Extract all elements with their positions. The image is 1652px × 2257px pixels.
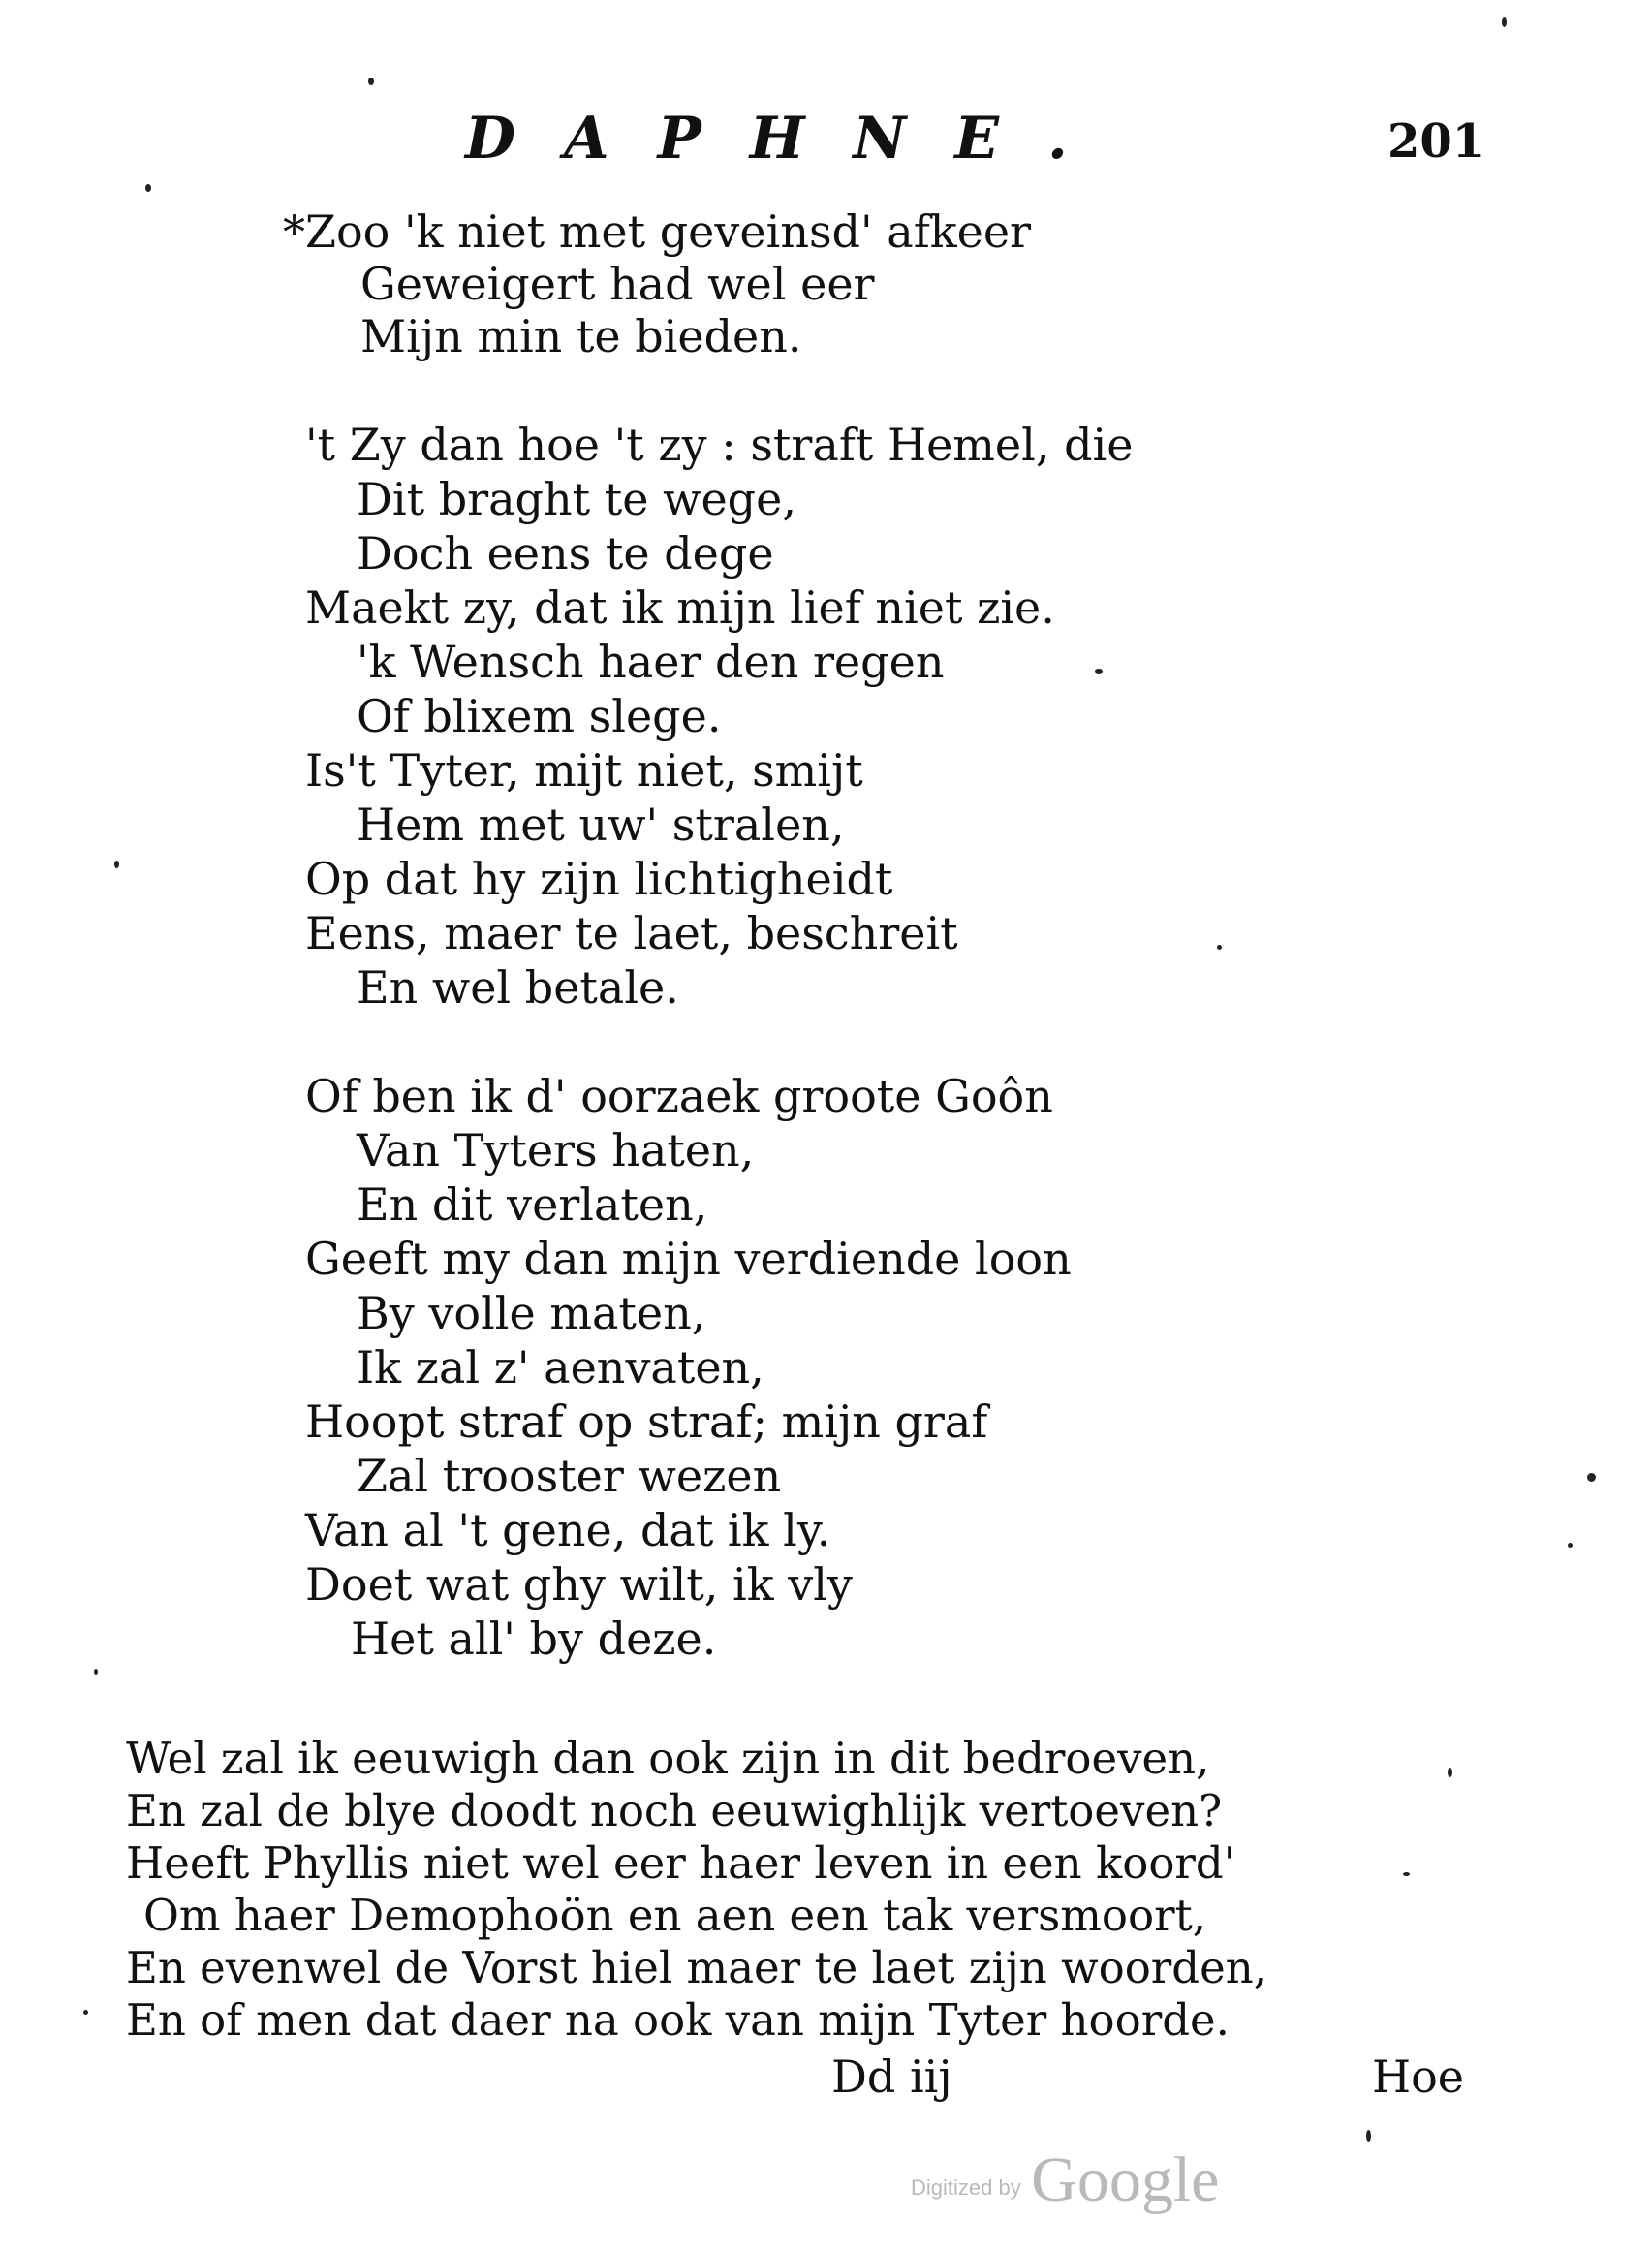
scan-speck <box>1095 669 1103 674</box>
verse-line: Geweigert had wel eer <box>360 258 875 310</box>
scan-speck <box>1403 1872 1410 1876</box>
scan-speck <box>368 78 374 85</box>
verse-line: By volle maten, <box>357 1287 706 1339</box>
scan-speck <box>1217 945 1222 950</box>
prose-line: En evenwel de Vorst hiel maer te laet zijn woorden, <box>126 1942 1268 1993</box>
verse-line: Of ben ik d' oorzaek groote Goôn <box>305 1070 1053 1122</box>
scan-speck <box>1568 1543 1573 1548</box>
verse-line: 'k Wensch haer den regen <box>357 636 945 688</box>
scan-speck <box>83 2010 88 2015</box>
verse-line: Zal trooster wezen <box>357 1450 782 1502</box>
scan-speck <box>145 184 151 192</box>
verse-line: Het all' by deze. <box>351 1613 717 1665</box>
prose-line: En zal de blye doodt noch eeuwighlijk vertoeven? <box>126 1785 1223 1836</box>
verse-line: 't Zy dan hoe 't zy : straft Hemel, die <box>305 419 1134 471</box>
catchword: Hoe <box>1372 2051 1465 2103</box>
signature-mark: Dd iij <box>831 2051 952 2103</box>
prose-line: Heeft Phyllis niet wel eer haer leven in een koord' <box>126 1837 1236 1889</box>
scan-speck <box>1448 1768 1452 1777</box>
verse-line: Van al 't gene, dat ik ly. <box>305 1504 831 1556</box>
verse-line: Doet wat ghy wilt, ik vly <box>305 1558 853 1611</box>
verse-line: Maekt zy, dat ik mijn lief niet zie. <box>305 581 1055 634</box>
watermark-prefix: Digitized by <box>911 2176 1021 2200</box>
verse-line: Mijn min te bieden. <box>360 310 802 362</box>
verse-line: Of blixem slege. <box>357 690 722 742</box>
verse-line: Doch eens te dege <box>357 527 774 580</box>
verse-line: En wel betale. <box>357 961 679 1014</box>
verse-line: Is't Tyter, mijt niet, smijt <box>305 744 863 797</box>
scan-speck <box>114 861 119 868</box>
google-logo-icon: Google <box>1031 2145 1220 2215</box>
scan-speck <box>1502 17 1507 27</box>
verse-line: Van Tyters haten, <box>357 1124 755 1176</box>
page-number: 201 <box>1387 114 1485 169</box>
verse-line: Ik zal z' aenvaten, <box>357 1341 764 1394</box>
verse-line: Op dat hy zijn lichtigheidt <box>305 853 893 905</box>
scan-speck <box>94 1669 98 1675</box>
verse-line: En dit verlaten, <box>357 1178 708 1231</box>
digitized-watermark <box>911 2144 1219 2217</box>
verse-line: *Zoo 'k niet met geveinsd' afkeer <box>283 205 1032 258</box>
prose-line: Om haer Demophoön en aen een tak versmoort, <box>143 1890 1206 1941</box>
scan-speck <box>1587 1473 1596 1482</box>
verse-line: Geeft my dan mijn verdiende loon <box>305 1233 1072 1285</box>
verse-line: Hem met uw' stralen, <box>357 799 845 851</box>
prose-line: Wel zal ik eeuwigh dan ook zijn in dit bedroeven, <box>126 1733 1210 1784</box>
verse-line: Dit braght te wege, <box>357 473 796 525</box>
scan-speck <box>1366 2130 1371 2142</box>
verse-line: Eens, maer te laet, beschreit <box>305 907 958 959</box>
verse-line: Hoopt straf op straf; mijn graf <box>305 1395 988 1448</box>
running-header-title: DAPHNE. <box>465 105 1116 172</box>
prose-line: En of men dat daer na ook van mijn Tyter hoorde. <box>126 1994 1230 2046</box>
